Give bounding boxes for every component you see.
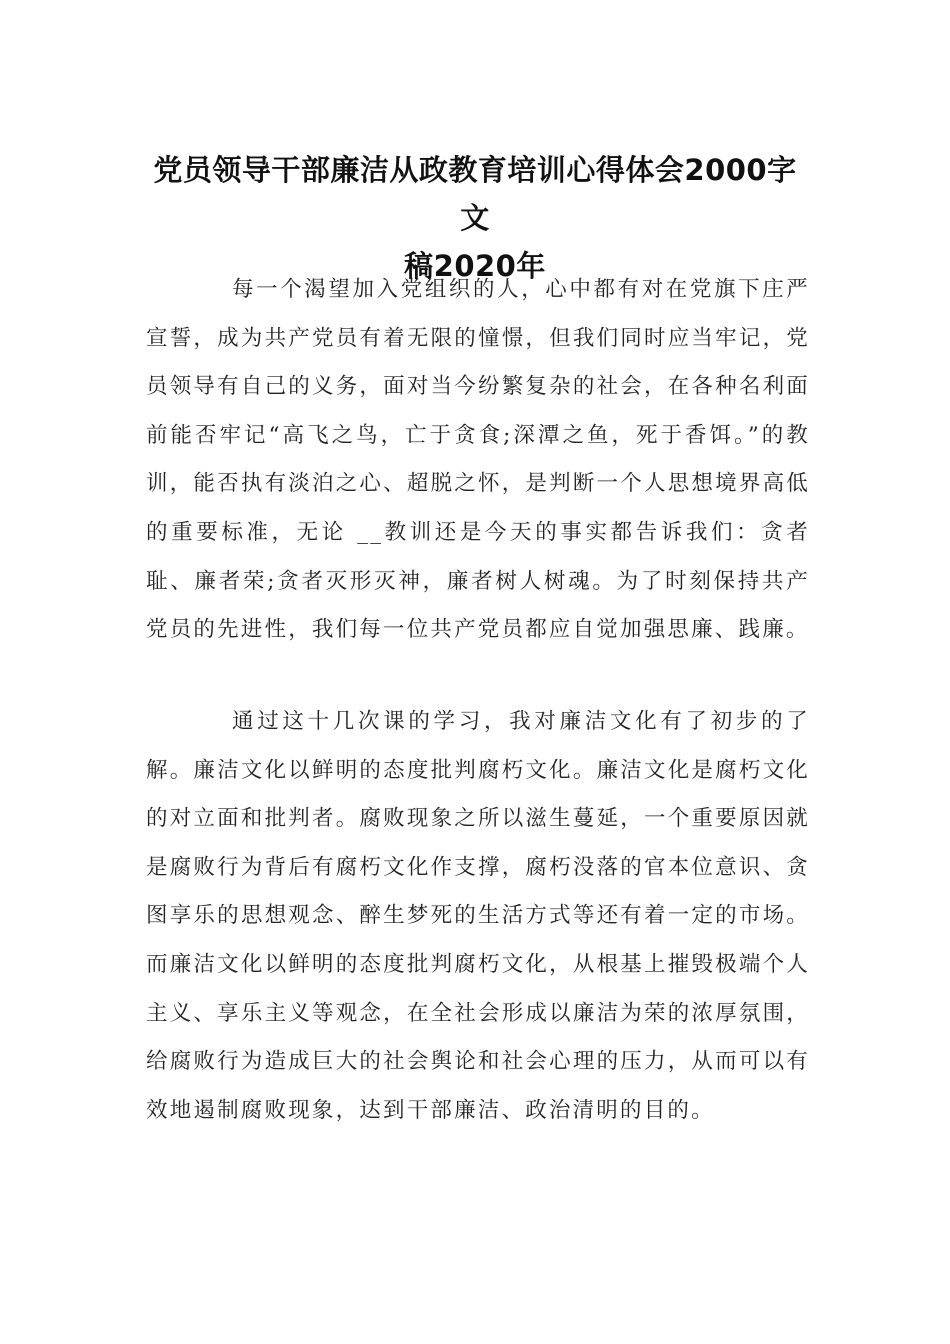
title-line-2: 稿2020年: [404, 249, 546, 283]
body-paragraph-2: 通过这十几次课的学习，我对廉洁文化有了初步的了解。廉洁文化以鲜明的态度批判腐朽文化。廉洁文化是腐朽文化的对立面和批判者。腐败现象之所以滋生蔓延，一个重要原因就是腐败行为背后有腐朽文化作支撑，腐朽没落的官本位意识、贪图享乐的思想观念、醉生梦死的生活方式等还有着一定的市场。而廉洁文化以鲜明的态度批判腐朽文化，从根基上摧毁极端个人主义、享乐主义等观念，在全社会形成以廉洁为荣的浓厚氛围，给腐败行为造成巨大的社会舆论和社会心理的压力，从而可以有效地遏制腐败现象，达到干部廉洁、政治清明的目的。: [146, 709, 810, 1123]
title-line-1: 党员领导干部廉洁从政教育培训心得体会2000字文: [153, 153, 797, 235]
body-paragraph-1: 每一个渴望加入党组织的人，心中都有对在党旗下庄严宣誓，成为共产党员有着无限的憧憬，但我们同时应当牢记，党员领导有自己的义务，面对当今纷繁复杂的社会，在各种名利面前能否牢记“高飞之鸟，亡于贪食;深潭之鱼，死于香饵。”的教训，能否执有淡泊之心、超脱之怀，是判断一个人思想境界高低的重要标准，无论 __教训还是今天的事实都告诉我们：贪者耻、廉者荣;贪者灭形灭神，廉者树人树魂。为了时刻保持共产党员的先进性，我们每一位共产党员都应自觉加强思廉、践廉。: [146, 277, 810, 643]
